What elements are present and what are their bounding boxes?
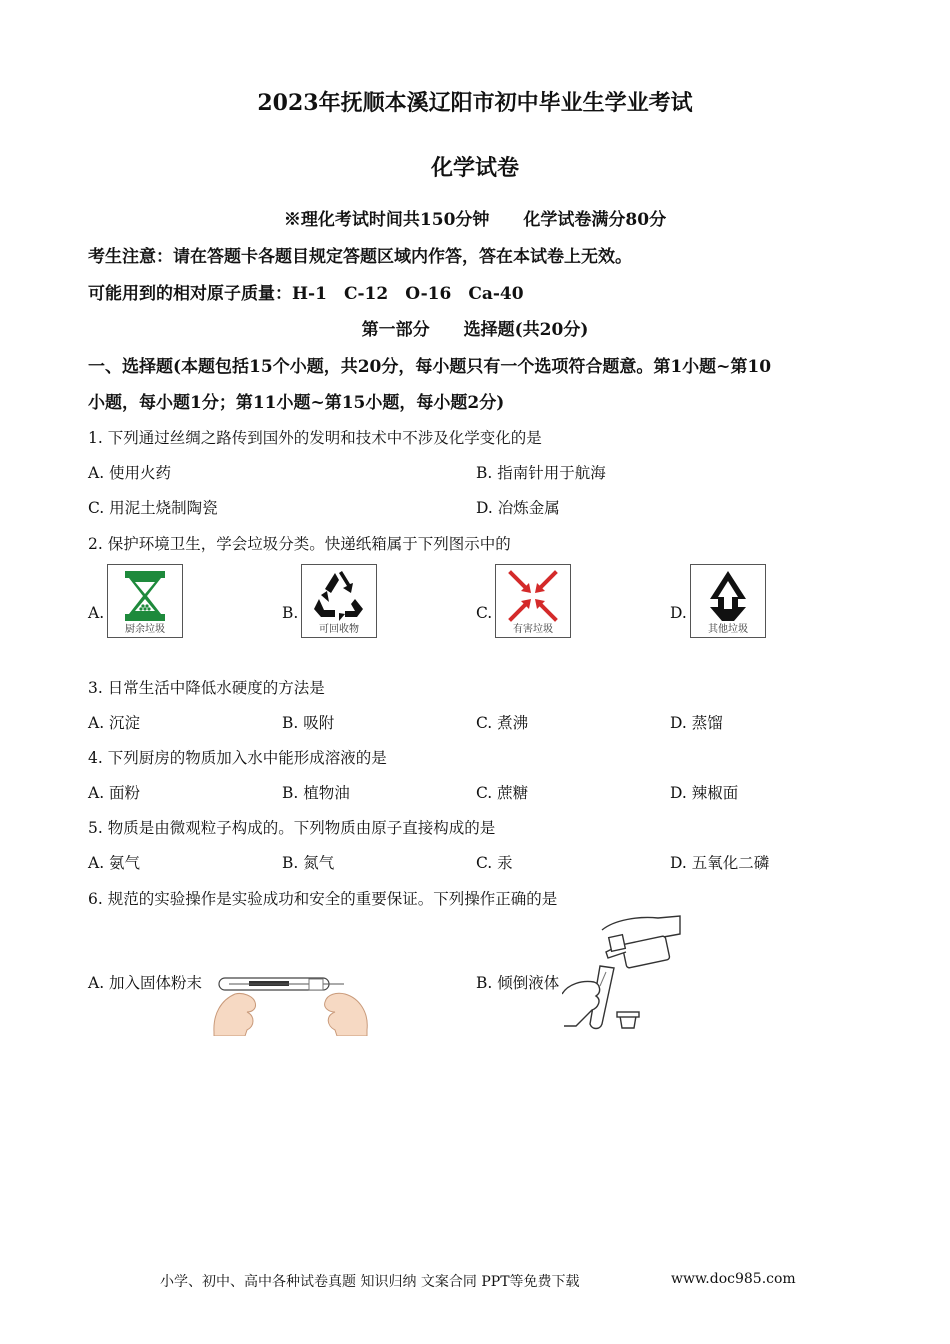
question-1-option-c: C. 用泥土烧制陶瓷: [88, 499, 218, 517]
recyclable-sign: [301, 564, 377, 638]
question-5-option-b: B. 氮气: [282, 854, 335, 872]
question-1-option-d: D. 冶炼金属: [476, 499, 560, 517]
question-3-stem: 3. 日常生活中降低水硬度的方法是: [88, 679, 325, 697]
question-1-stem: 1. 下列通过丝绸之路传到国外的发明和技术中不涉及化学变化的是: [88, 429, 542, 447]
pour-liquid-illustration: [562, 912, 692, 1038]
question-2-option-a: A.: [88, 604, 105, 622]
question-1-option-b: B. 指南针用于航海: [476, 464, 606, 482]
other-waste-icon: [700, 569, 756, 623]
question-6-option-b: B. 倾倒液体: [476, 974, 560, 992]
question-6-option-a: A. 加入固体粉末: [88, 974, 203, 992]
part-title: 第一部分 选择题(共20分): [361, 320, 589, 340]
question-3-option-a: A. 沉淀: [88, 714, 141, 732]
question-1-option-a: A. 使用火药: [88, 464, 172, 482]
kitchen-waste-sign: [107, 564, 183, 638]
hazardous-waste-sign: [495, 564, 571, 638]
exam-notice: 考生注意：请在答题卡各题目规定答题区域内作答，答在本试卷上无效。: [88, 247, 632, 267]
question-2-option-b: B.: [282, 604, 299, 622]
question-4-option-d: D. 辣椒面: [670, 784, 739, 802]
question-2-stem: 2. 保护环境卫生，学会垃圾分类。快递纸箱属于下列图示中的: [88, 535, 511, 553]
question-5-option-d: D. 五氧化二磷: [670, 854, 770, 872]
question-3-option-c: C. 煮沸: [476, 714, 529, 732]
question-2-option-c: C.: [476, 604, 493, 622]
exam-title: 2023年抚顺本溪辽阳市初中毕业生学业考试: [257, 90, 693, 116]
question-4-option-c: C. 蔗糖: [476, 784, 529, 802]
section-instructions-line1: 一、选择题(本题包括15个小题，共20分，每小题只有一个选项符合题意。第1小题~第10: [88, 357, 772, 377]
recyclable-icon: [311, 569, 367, 623]
question-3-option-b: B. 吸附: [282, 714, 335, 732]
section-instructions-line2: 小题，每小题1分；第11小题~第15小题，每小题2分): [88, 393, 505, 413]
exam-subtitle: 化学试卷: [430, 155, 519, 181]
powder-in-test-tube-illustration: [209, 970, 369, 1036]
question-4-option-b: B. 植物油: [282, 784, 350, 802]
question-3-option-d: D. 蒸馏: [670, 714, 723, 732]
question-5-option-c: C. 汞: [476, 854, 513, 872]
other-waste-sign: [690, 564, 766, 638]
footer-url[interactable]: www.doc985.com: [671, 1271, 796, 1287]
question-5-option-a: A. 氨气: [88, 854, 141, 872]
kitchen-waste-icon: [117, 569, 173, 623]
atomic-masses: 可能用到的相对原子质量：H-1 C-12 O-16 Ca-40: [88, 284, 524, 304]
sign-caption: 可回收物: [319, 624, 359, 635]
footer-text: 小学、初中、高中各种试卷真题 知识归纳 文案合同 PPT等免费下载: [160, 1274, 580, 1290]
question-5-stem: 5. 物质是由微观粒子构成的。下列物质由原子直接构成的是: [88, 819, 496, 837]
sign-caption: 其他垃圾: [708, 624, 748, 635]
hazardous-waste-icon: [505, 569, 561, 623]
question-4-stem: 4. 下列厨房的物质加入水中能形成溶液的是: [88, 749, 387, 767]
question-4-option-a: A. 面粉: [88, 784, 141, 802]
sign-caption: 厨余垃圾: [125, 624, 165, 635]
question-6-stem: 6. 规范的实验操作是实验成功和安全的重要保证。下列操作正确的是: [88, 890, 558, 908]
exam-info: ※理化考试时间共150分钟 化学试卷满分80分: [283, 210, 667, 230]
question-2-option-d: D.: [670, 604, 687, 622]
sign-caption: 有害垃圾: [513, 624, 553, 635]
